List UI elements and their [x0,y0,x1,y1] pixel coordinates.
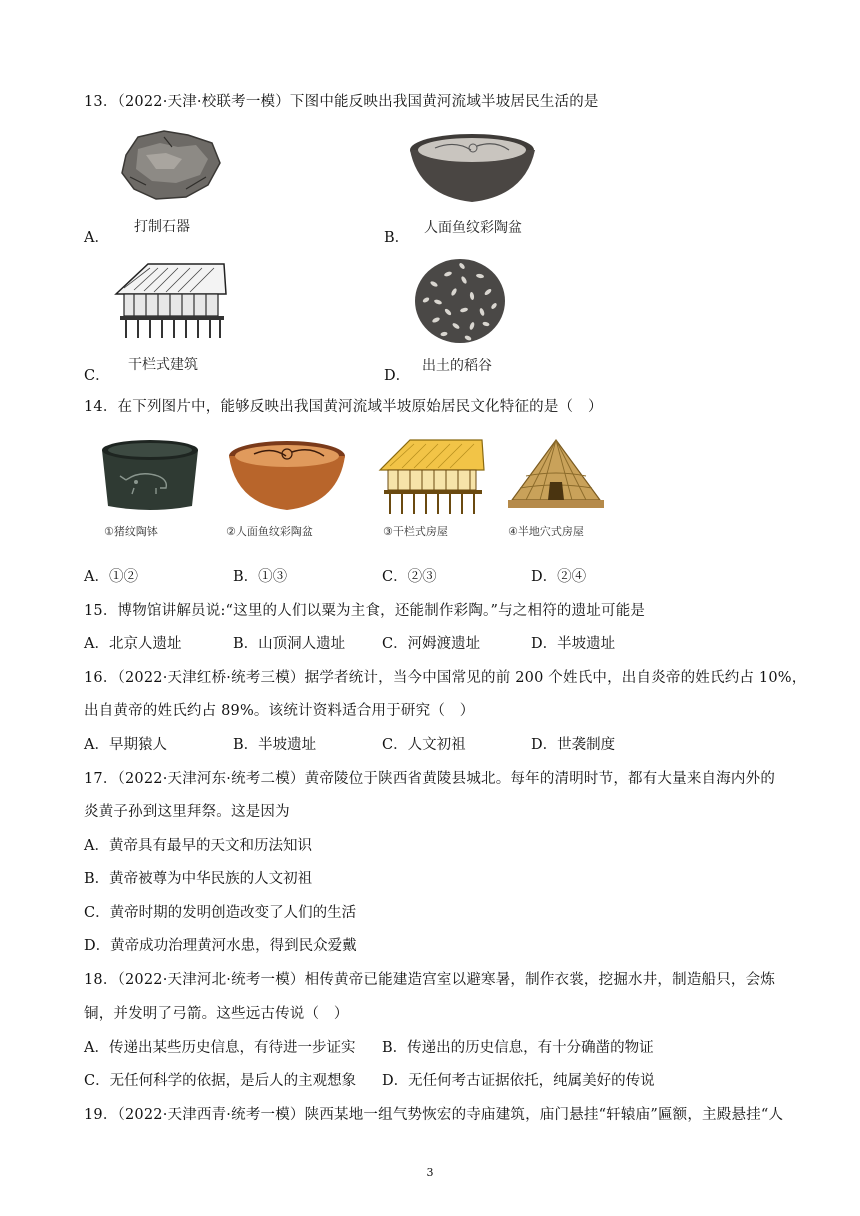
page-number: 3 [426,1166,434,1179]
q18-option-a: A．传递出某些历史信息，有待进一步证实 [84,1040,356,1056]
q14-image-4-caption: ④半地穴式房屋 [508,525,584,538]
stilt-house-icon [376,436,488,518]
q14-option-d: D．②④ [531,569,587,585]
q16-stem-line1: 16．（2022·天津红桥·统考三模）据学者统计，当今中国常见的前 200 个姓氏中，出自炎帝的姓氏约占 10%， [84,670,807,686]
q16-option-c: C．人文初祖 [382,737,466,753]
q15-option-a: A．北京人遗址 [84,636,182,652]
q15-option-c: C．河姆渡遗址 [382,636,481,652]
q17-option-b: B．黄帝被尊为中华民族的人文初祖 [84,871,313,887]
q15-stem: 15．博物馆讲解员说:“这里的人们以粟为主食，还能制作彩陶。”与之相符的遗址可能是 [84,603,646,619]
q18-stem-line2: 铜，并发明了弓箭。这些远古传说（ ） [84,1006,349,1022]
q18-option-b: B．传递出的历史信息，有十分确凿的物证 [382,1040,654,1056]
q14-image-2-caption: ②人面鱼纹彩陶盆 [226,525,313,538]
painted-pottery-basin-icon [226,438,348,514]
q18-stem-line1: 18．（2022·天津河北·统考一模）相传黄帝已能建造宫室以避寒暑，制作衣裳，挖掘水井，制造船只，会炼 [84,972,776,988]
unearthed-rice-icon [412,256,508,346]
q13-stem: 13．（2022·天津·校联考一模）下图中能反映出我国黄河流域半坡居民生活的是 [84,94,599,110]
pig-pattern-bowl-icon [96,436,204,516]
q17-stem-line2: 炎黄子孙到这里拜祭。这是因为 [84,804,290,820]
q14-option-b: B．①③ [233,569,288,585]
q13-option-a-letter: A． [84,230,109,246]
q13-option-c-letter: C． [84,368,110,384]
q13-option-a-caption: 打制石器 [134,219,190,235]
chipped-stone-tool-icon [116,125,226,210]
q18-option-d: D．无任何考古证据依托，纯属美好的传说 [382,1073,655,1089]
painted-pottery-basin-icon [405,128,540,208]
q14-option-a: A．①② [84,569,138,585]
semi-subterranean-hut-icon [506,436,606,518]
q13-option-d-caption: 出土的稻谷 [422,358,492,374]
q13-option-b-caption: 人面鱼纹彩陶盆 [424,220,522,236]
stilt-house-icon [110,258,230,343]
q14-option-c: C．②③ [382,569,437,585]
q19-stem: 19．（2022·天津西青·统考一模）陕西某地一组气势恢宏的寺庙建筑，庙门悬挂“轩辕庙”匾额，主殿悬挂“人 [84,1107,784,1123]
q14-stem: 14．在下列图片中，能够反映出我国黄河流域半坡原始居民文化特征的是（ ） [84,399,603,415]
q13-option-b-letter: B． [384,230,410,246]
q17-option-a: A．黄帝具有最早的天文和历法知识 [84,838,312,854]
q16-option-d: D．世袭制度 [531,737,616,753]
q15-option-b: B．山顶洞人遗址 [233,636,346,652]
q16-option-a: A．早期猿人 [84,737,167,753]
q18-option-c: C．无任何科学的依据，是后人的主观想象 [84,1073,357,1089]
q16-stem-line2: 出自黄帝的姓氏约占 89%。该统计资料适合用于研究（ ） [84,703,475,719]
q16-option-b: B．半坡遗址 [233,737,317,753]
q14-image-3-caption: ③干栏式房屋 [383,525,448,538]
q13-option-d-letter: D． [384,368,411,384]
q17-option-d: D．黄帝成功治理黄河水患，得到民众爱戴 [84,938,357,954]
q13-option-c-caption: 干栏式建筑 [128,357,198,373]
q17-option-c: C．黄帝时期的发明创造改变了人们的生活 [84,905,357,921]
q17-stem-line1: 17．（2022·天津河东·统考二模）黄帝陵位于陕西省黄陵县城北。每年的清明时节，都有大量来自海内外的 [84,771,776,787]
q15-option-d: D．半坡遗址 [531,636,616,652]
q14-image-1-caption: ①猪纹陶钵 [104,525,158,538]
